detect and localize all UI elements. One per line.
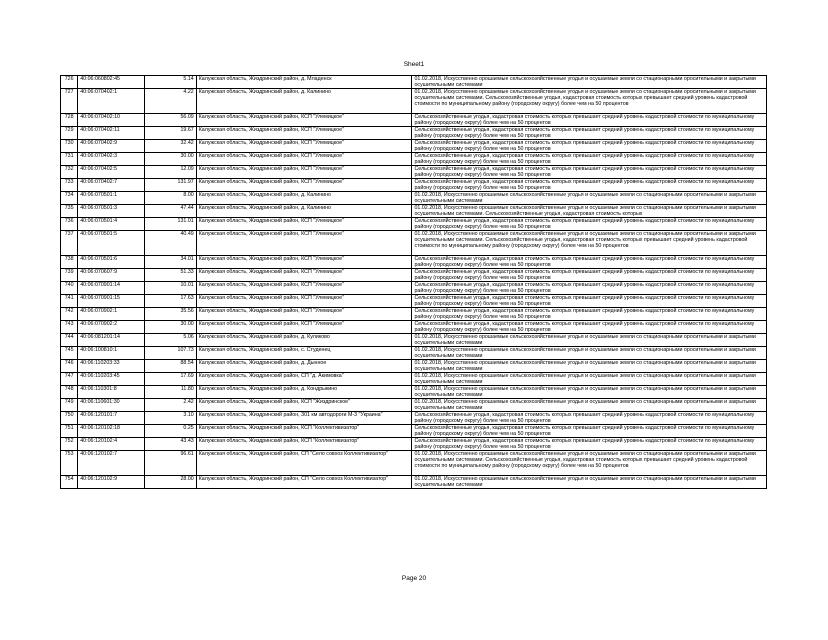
address-cell: Калужская область, Жиздринский район, д. Кондрыкино (196, 386, 412, 399)
cadastral-number-cell: 40:06:120102:7 (78, 451, 145, 476)
cadastral-number-cell: 40:06:110203:33 (78, 360, 145, 373)
table-row (61, 334, 767, 347)
address-cell: Калужская область, Жиздринский район, КСП "Улемицкое" (196, 218, 412, 231)
description-cell: 01.02.2018, Искусственно орошаемые сельскохозяйственные угодья и осушаемые земли со стационарными оросительными и закрытыми осушительными системами (412, 76, 767, 89)
address-cell: Калужская область, Жиздринский район, КСП "Улемицкое" (196, 166, 412, 179)
address-cell: Калужская область, Жиздринский район, 301 км автодороги М-3 "Украина" (196, 412, 412, 425)
description-cell: Сельскохозяйственные угодья, кадастровая стоимость которых превышает средний уровень кадастровой стоимости по муниципальному району (городскому округу) более чем на 50 процентов (412, 412, 767, 425)
table-row (61, 399, 767, 412)
row-number-cell: 744 (61, 334, 78, 347)
address-cell: Калужская область, Жиздринский район, д. Калинино (196, 89, 412, 114)
area-cell: 107.73 (145, 347, 197, 360)
row-number-cell: 750 (61, 412, 78, 425)
row-number-cell: 746 (61, 360, 78, 373)
address-cell: Калужская область, Жиздринский район, КСП "Улемицкое" (196, 308, 412, 321)
description-cell: 01.02.2018, Искусственно орошаемые сельскохозяйственные угодья и осушаемые земли со стационарными оросительными и закрытыми осушительными системами (412, 399, 767, 412)
area-cell: 51.33 (145, 269, 197, 282)
table-row (61, 127, 767, 140)
cadastral-number-cell: 40:06:070402:7 (78, 179, 145, 192)
address-cell: Калужская область, Жиздринский район, КСП "Улемицкое" (196, 256, 412, 269)
cadastral-number-cell: 40:06:120102:4 (78, 438, 145, 451)
address-cell: Калужская область, Жиздринский район, д. Куликово (196, 334, 412, 347)
description-cell: Сельскохозяйственные угодья, кадастровая стоимость которых превышает средний уровень кадастровой стоимости по муниципальному району (городскому округу) более чем на 50 процентов (412, 282, 767, 295)
row-number-cell: 729 (61, 127, 78, 140)
area-cell: 34.01 (145, 256, 197, 269)
table-row (61, 386, 767, 399)
address-cell: Калужская область, Жиздринский район, КСП "Улемицкое" (196, 269, 412, 282)
description-cell: 01.02.2018, Искусственно орошаемые сельскохозяйственные угодья и осушаемые земли со стационарными оросительными и закрытыми осушительными системами (412, 476, 767, 489)
address-cell: Калужская область, Жиздринский район, КСП "Коллективизатор" (196, 425, 412, 438)
cadastral-number-cell: 40:06:070402:9 (78, 140, 145, 153)
description-cell: 01.02.2018, Искусственно орошаемые сельскохозяйственные угодья и осушаемые земли со стационарными оросительными и закрытыми осушительными системами (412, 192, 767, 205)
table-row (61, 438, 767, 451)
row-number-cell: 727 (61, 89, 78, 114)
area-cell: 2.42 (145, 399, 197, 412)
area-cell: 47.44 (145, 205, 197, 218)
table-row (61, 256, 767, 269)
cadastral-number-cell: 40:06:070501:3 (78, 205, 145, 218)
area-cell: 56.09 (145, 114, 197, 127)
row-number-cell: 742 (61, 308, 78, 321)
table-row (61, 140, 767, 153)
cadastral-number-cell: 40:06:070902:1 (78, 308, 145, 321)
area-cell: 19.67 (145, 127, 197, 140)
area-cell: 5.14 (145, 76, 197, 89)
row-number-cell: 741 (61, 295, 78, 308)
cadastral-number-cell: 40:06:120102:18 (78, 425, 145, 438)
row-number-cell: 740 (61, 282, 78, 295)
area-cell: 10.01 (145, 282, 197, 295)
address-cell: Калужская область, Жиздринский район, д. Калинино (196, 205, 412, 218)
cadastral-number-cell: 40:06:070402:10 (78, 114, 145, 127)
area-cell: 3.10 (145, 412, 197, 425)
address-cell: Калужская область, Жиздринский район, СП "д. Акимовка" (196, 373, 412, 386)
table-row (61, 360, 767, 373)
description-cell: 01.02.2018, Искусственно орошаемые сельскохозяйственные угодья и осушаемые земли со стационарными оросительными и закрытыми осушительными системами. Сельскохозяйственные угодья, кадастровая стоимость которых превышает средний уровень кадастровой стоимости по муниципальному району (городскому округу) более чем на 50 процентов (412, 89, 767, 114)
address-cell: Калужская область, Жиздринский район, с. Студенец (196, 347, 412, 360)
cadastral-number-cell: 40:06:060802:45 (78, 76, 145, 89)
table-row (61, 269, 767, 282)
address-cell: Калужская область, Жиздринский район, КСП "Улемицкое" (196, 282, 412, 295)
address-cell: Калужская область, Жиздринский район, КСП "Улемицкое" (196, 114, 412, 127)
table-row (61, 179, 767, 192)
cadastral-number-cell: 40:06:120101:7 (78, 412, 145, 425)
address-cell: Калужская область, Жиздринский район, д. Дынное (196, 360, 412, 373)
cadastral-number-cell: 40:06:120102:9 (78, 476, 145, 489)
area-cell: 17.63 (145, 295, 197, 308)
description-cell: Сельскохозяйственные угодья, кадастровая стоимость которых превышает средний уровень кадастровой стоимости по муниципальному району (городскому округу) более чем на 50 процентов (412, 218, 767, 231)
area-cell: 0.25 (145, 425, 197, 438)
row-number-cell: 738 (61, 256, 78, 269)
description-cell: 01.02.2018, Искусственно орошаемые сельскохозяйственные угодья и осушаемые земли со стационарными оросительными и закрытыми осушительными системами. Сельскохозяйственные угодья, кадастровая стоимость которых превышает средний уровень кадастровой стоимости по муниципальному району (городскому округу) более чем на 50 процентов (412, 231, 767, 256)
row-number-cell: 754 (61, 476, 78, 489)
row-number-cell: 728 (61, 114, 78, 127)
table-row (61, 282, 767, 295)
address-cell: Калужская область, Жиздринский район, КСП "Улемицкое" (196, 231, 412, 256)
row-number-cell: 752 (61, 438, 78, 451)
address-cell: Калужская область, Жиздринский район, КСП "Жиздринское" (196, 399, 412, 412)
cadastral-number-cell: 40:06:070402:5 (78, 166, 145, 179)
area-cell: 30.00 (145, 321, 197, 334)
description-cell: 01.02.2018, Искусственно орошаемые сельскохозяйственные угодья и осушаемые земли со стационарными оросительными и закрытыми осушительными системами (412, 334, 767, 347)
area-cell: 4.22 (145, 89, 197, 114)
cadastral-number-cell: 40:06:081201:14 (78, 334, 145, 347)
description-cell: 01.02.2018, Искусственно орошаемые сельскохозяйственные угодья и осушаемые земли со стационарными оросительными и закрытыми осушительными системами (412, 373, 767, 386)
row-number-cell: 745 (61, 347, 78, 360)
row-number-cell: 737 (61, 231, 78, 256)
area-cell: 43.43 (145, 438, 197, 451)
address-cell: Калужская область, Жиздринский район, СП "Село совхоз Коллективизатор" (196, 451, 412, 476)
description-cell: Сельскохозяйственные угодья, кадастровая стоимость которых превышает средний уровень кадастровой стоимости по муниципальному району (городскому округу) более чем на 50 процентов (412, 295, 767, 308)
description-cell: Сельскохозяйственные угодья, кадастровая стоимость которых превышает средний уровень кадастровой стоимости по муниципальному району (городскому округу) более чем на 50 процентов (412, 140, 767, 153)
area-cell: 8.00 (145, 192, 197, 205)
description-cell: Сельскохозяйственные угодья, кадастровая стоимость которых превышает средний уровень кадастровой стоимости по муниципальному району (городскому округу) более чем на 50 процентов (412, 127, 767, 140)
cadastral-number-cell: 40:06:070501:5 (78, 231, 145, 256)
description-cell: 01.02.2018, Искусственно орошаемые сельскохозяйственные угодья и осушаемые земли со стационарными оросительными и закрытыми осушительными системами (412, 386, 767, 399)
address-cell: Калужская область, Жиздринский район, КСП "Улемицкое" (196, 127, 412, 140)
area-cell: 30.00 (145, 153, 197, 166)
row-number-cell: 748 (61, 386, 78, 399)
area-cell: 96.61 (145, 451, 197, 476)
cadastral-number-cell: 40:06:070501:1 (78, 192, 145, 205)
description-cell: Сельскохозяйственные угодья, кадастровая стоимость которых превышает средний уровень кадастровой стоимости по муниципальному району (городскому округу) более чем на 50 процентов (412, 256, 767, 269)
area-cell: 35.56 (145, 308, 197, 321)
row-number-cell: 732 (61, 166, 78, 179)
table-row (61, 412, 767, 425)
area-cell: 131.97 (145, 179, 197, 192)
row-number-cell: 733 (61, 179, 78, 192)
cadastral-number-cell: 40:06:070402:1 (78, 89, 145, 114)
row-number-cell: 749 (61, 399, 78, 412)
description-cell: 01.02.2018, Искусственно орошаемые сельскохозяйственные угодья и осушаемые земли со стационарными оросительными и закрытыми осушительными системами. Сельскохозяйственные угодья, кадастровая стоимость которых (412, 205, 767, 218)
table-row (61, 476, 767, 489)
sheet-title: Sheet1 (403, 61, 425, 68)
table-body (61, 76, 767, 489)
description-cell: Сельскохозяйственные угодья, кадастровая стоимость которых превышает средний уровень кадастровой стоимости по муниципальному району (городскому округу) более чем на 50 процентов (412, 179, 767, 192)
row-number-cell: 735 (61, 205, 78, 218)
row-number-cell: 734 (61, 192, 78, 205)
table-row (61, 218, 767, 231)
cadastral-number-cell: 40:06:070501:6 (78, 256, 145, 269)
area-cell: 12.09 (145, 166, 197, 179)
table-row (61, 425, 767, 438)
address-cell: Калужская область, Жиздринский район, КСП "Улемицкое" (196, 179, 412, 192)
description-cell: Сельскохозяйственные угодья, кадастровая стоимость которых превышает средний уровень кадастровой стоимости по муниципальному району (городскому округу) более чем на 50 процентов (412, 321, 767, 334)
row-number-cell: 730 (61, 140, 78, 153)
description-cell: Сельскохозяйственные угодья, кадастровая стоимость которых превышает средний уровень кадастровой стоимости по муниципальному району (городскому округу) более чем на 50 процентов (412, 153, 767, 166)
area-cell: 131.01 (145, 218, 197, 231)
table-row (61, 153, 767, 166)
area-cell: 88.54 (145, 360, 197, 373)
cadastral-number-cell: 40:06:070901:15 (78, 295, 145, 308)
address-cell: Калужская область, Жиздринский район, д. Младенск (196, 76, 412, 89)
row-number-cell: 743 (61, 321, 78, 334)
cadastral-number-cell: 40:06:070607:9 (78, 269, 145, 282)
cadastral-number-cell: 40:06:100810:1 (78, 347, 145, 360)
page-number: Page 20 (401, 575, 427, 582)
table-row (61, 451, 767, 476)
table-row (61, 166, 767, 179)
table-row (61, 321, 767, 334)
address-cell: Калужская область, Жиздринский район, КСП "Коллективизатор" (196, 438, 412, 451)
description-cell: Сельскохозяйственные угодья, кадастровая стоимость которых превышает средний уровень кадастровой стоимости по муниципальному району (городскому округу) более чем на 50 процентов (412, 114, 767, 127)
row-number-cell: 726 (61, 76, 78, 89)
table-row (61, 114, 767, 127)
cadastral-number-cell: 40:06:110601:30 (78, 399, 145, 412)
address-cell: Калужская область, Жиздринский район, КСП "Улемицкое" (196, 153, 412, 166)
area-cell: 5.06 (145, 334, 197, 347)
cadastral-number-cell: 40:06:070901:14 (78, 282, 145, 295)
table-row (61, 373, 767, 386)
address-cell: Калужская область, Жиздринский район, КСП "Улемицкое" (196, 140, 412, 153)
cadastral-number-cell: 40:06:070402:3 (78, 153, 145, 166)
table-row (61, 231, 767, 256)
table-row (61, 76, 767, 89)
table-row (61, 347, 767, 360)
row-number-cell: 739 (61, 269, 78, 282)
description-cell: 01.02.2018, Искусственно орошаемые сельскохозяйственные угодья и осушаемые земли со стационарными оросительными и закрытыми осушительными системами (412, 360, 767, 373)
row-number-cell: 731 (61, 153, 78, 166)
description-cell: Сельскохозяйственные угодья, кадастровая стоимость которых превышает средний уровень кадастровой стоимости по муниципальному району (городскому округу) более чем на 50 процентов (412, 269, 767, 282)
table-row (61, 205, 767, 218)
address-cell: Калужская область, Жиздринский район, д. Калинино (196, 192, 412, 205)
description-cell: 01.02.2018, Искусственно орошаемые сельскохозяйственные угодья и осушаемые земли со стационарными оросительными и закрытыми осушительными системами. Сельскохозяйственные угодья, кадастровая стоимость которых превышает средний уровень кадастровой стоимости по муниципальному району (городскому округу) более чем на 50 процентов (412, 451, 767, 476)
area-cell: 11.80 (145, 386, 197, 399)
area-cell: 17.69 (145, 373, 197, 386)
description-cell: Сельскохозяйственные угодья, кадастровая стоимость которых превышает средний уровень кадастровой стоимости по муниципальному району (городскому округу) более чем на 50 процентов (412, 438, 767, 451)
cadastral-number-cell: 40:06:070501:4 (78, 218, 145, 231)
description-cell: 01.02.2018, Искусственно орошаемые сельскохозяйственные угодья и осушаемые земли со стационарными оросительными и закрытыми осушительными системами (412, 347, 767, 360)
description-cell: Сельскохозяйственные угодья, кадастровая стоимость которых превышает средний уровень кадастровой стоимости по муниципальному району (городскому округу) более чем на 50 процентов (412, 308, 767, 321)
row-number-cell: 753 (61, 451, 78, 476)
area-cell: 32.42 (145, 140, 197, 153)
area-cell: 40.49 (145, 231, 197, 256)
cadastral-number-cell: 40:06:070902:2 (78, 321, 145, 334)
cadastral-number-cell: 40:06:110301:8 (78, 386, 145, 399)
table-row (61, 308, 767, 321)
address-cell: Калужская область, Жиздринский район, КСП "Улемицкое" (196, 321, 412, 334)
table-row (61, 192, 767, 205)
row-number-cell: 751 (61, 425, 78, 438)
address-cell: Калужская область, Жиздринский район, СП "Село совхоз Коллективизатор" (196, 476, 412, 489)
table-row (61, 89, 767, 114)
description-cell: Сельскохозяйственные угодья, кадастровая стоимость которых превышает средний уровень кадастровой стоимости по муниципальному району (городскому округу) более чем на 50 процентов (412, 425, 767, 438)
address-cell: Калужская область, Жиздринский район, КСП "Улемицкое" (196, 295, 412, 308)
table-row (61, 295, 767, 308)
cadastral-number-cell: 40:06:110203:45 (78, 373, 145, 386)
row-number-cell: 736 (61, 218, 78, 231)
description-cell: Сельскохозяйственные угодья, кадастровая стоимость которых превышает средний уровень кадастровой стоимости по муниципальному району (городскому округу) более чем на 50 процентов (412, 166, 767, 179)
area-cell: 28.00 (145, 476, 197, 489)
land-plots-table (60, 75, 767, 489)
cadastral-number-cell: 40:06:070402:11 (78, 127, 145, 140)
row-number-cell: 747 (61, 373, 78, 386)
